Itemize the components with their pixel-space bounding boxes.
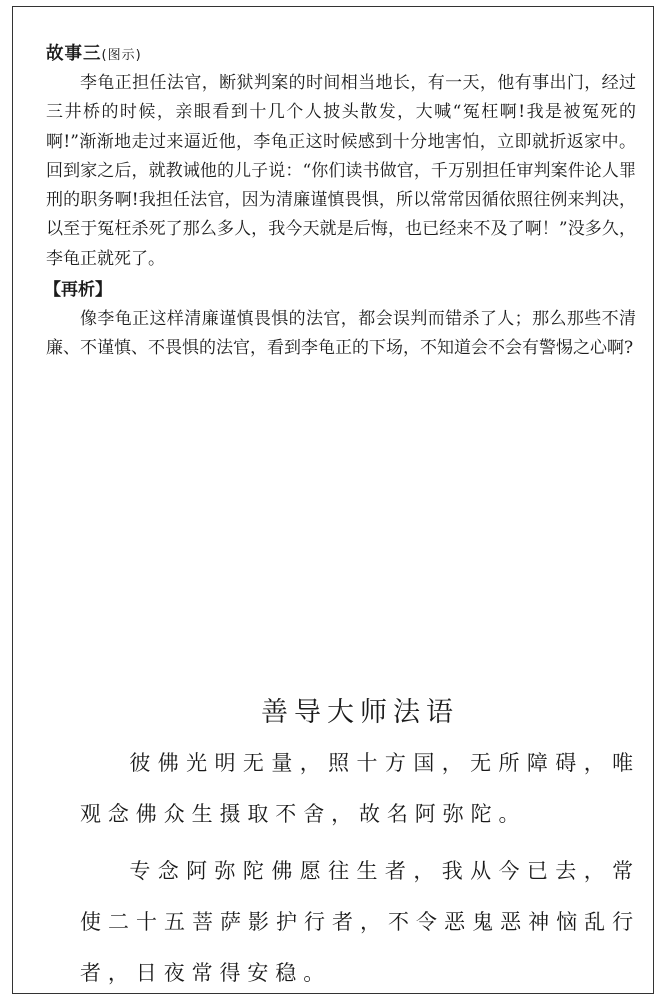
analysis-paragraph: 像李龟正这样清廉谨慎畏惧的法官，都会误判而错杀了人；那么那些不清廉、不谨慎、不畏惧的法官，看到李龟正的下场，不知道会不会有警惕之心啊?	[46, 309, 636, 359]
dharma-section	[80, 690, 640, 999]
story-title-note: (图示)	[101, 48, 142, 63]
dharma-paragraph-2: 专念阿弥陀佛愿往生者，我从今已去，常使二十五菩萨影护行者，不令恶鬼恶神恼乱行者，日夜常得安稳。	[80, 859, 640, 985]
story-title	[46, 40, 636, 69]
dharma-paragraph-1: 彼佛光明无量，照十方国，无所障碍，唯观念佛众生摄取不舍，故名阿弥陀。	[80, 751, 640, 826]
story-paragraph: 李龟正担任法官，断狱判案的时间相当地长，有一天，他有事出门，经过三井桥的时候，亲眼看到十几个人披头散发，大喊“冤枉啊!我是被冤死的啊!”渐渐地走过来逼近他，李龟正这时候感到十分地害怕，立即就折返家中。回到家之后，就教诫他的儿子说：“你们读书做官，千万别担任审判案件论人罪刑的职务啊!我担任法官，因为清廉谨慎畏惧，所以常常因循依照往例来判决，以至于冤枉杀死了那么多人，我今天就是后悔，也已经来不及了啊！”没多久，李龟正就死了。	[46, 73, 636, 269]
story-title-text: 故事三	[46, 44, 102, 64]
analysis-heading: 【再析】	[44, 280, 112, 301]
story-section	[46, 40, 636, 364]
dharma-title: 善导大师法语	[261, 697, 459, 728]
